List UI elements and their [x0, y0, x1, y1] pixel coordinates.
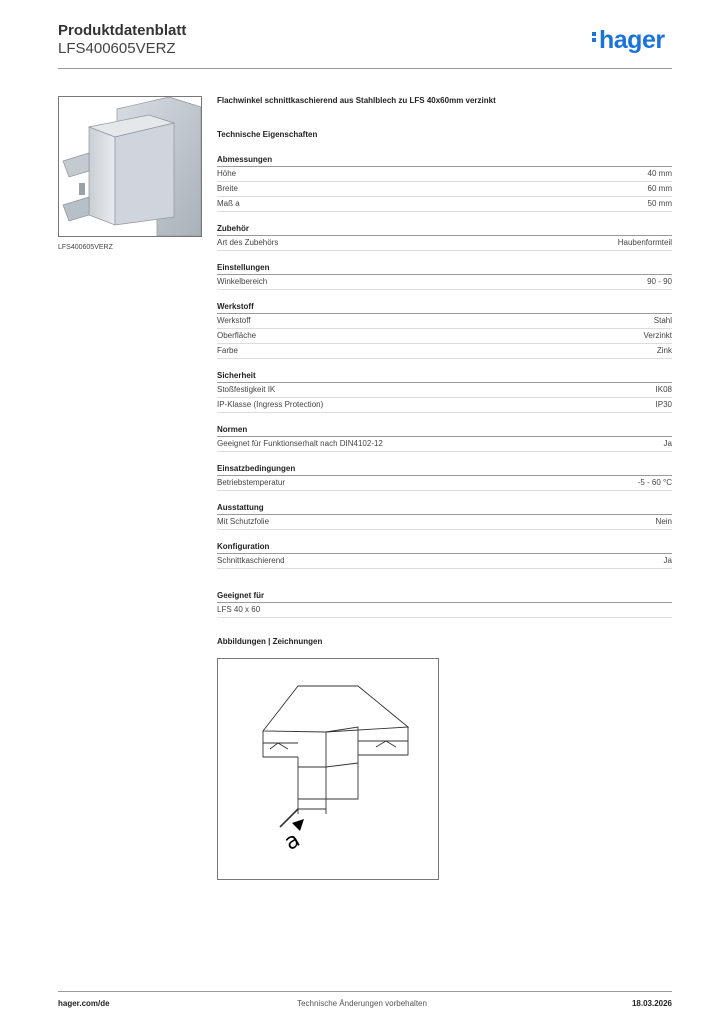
- logo-text: hager: [599, 26, 665, 54]
- product-code: LFS400605VERZ: [58, 40, 176, 57]
- suited-for-title: Geeignet für: [217, 590, 672, 603]
- property-label: Höhe: [217, 169, 237, 178]
- suited-for-section: [217, 590, 672, 618]
- property-label: Werkstoff: [217, 316, 251, 325]
- photo-caption: LFS400605VERZ: [58, 244, 113, 251]
- footer-note: Technische Änderungen vorbehalten: [297, 999, 427, 1008]
- property-row: [217, 329, 672, 344]
- property-group: [217, 463, 672, 491]
- property-group: [217, 541, 672, 569]
- property-group: [217, 223, 672, 251]
- property-label: Schnittkaschierend: [217, 556, 285, 565]
- suited-for-value: LFS 40 x 60: [217, 605, 261, 614]
- property-row: [217, 437, 672, 452]
- property-row: [217, 476, 672, 491]
- property-label: Mit Schutzfolie: [217, 517, 270, 526]
- property-value: Nein: [655, 517, 672, 526]
- property-label: Breite: [217, 184, 238, 193]
- group-title: Einsatzbedingungen: [217, 463, 672, 476]
- property-label: Maß a: [217, 199, 240, 208]
- property-label: Geeignet für Funktionserhalt nach DIN4102-12: [217, 439, 383, 448]
- property-label: Farbe: [217, 346, 238, 355]
- logo-dots-icon: [592, 30, 597, 44]
- property-row: [217, 344, 672, 359]
- page-title: Produktdatenblatt: [58, 22, 187, 39]
- product-photo-illustration: [59, 97, 201, 236]
- property-row: [217, 515, 672, 530]
- property-label: Art des Zubehörs: [217, 238, 279, 247]
- group-title: Abmessungen: [217, 154, 672, 167]
- property-group: [217, 370, 672, 413]
- property-group: [217, 301, 672, 359]
- property-value: IP30: [655, 400, 672, 409]
- property-value: 50 mm: [647, 199, 672, 208]
- property-row: [217, 554, 672, 569]
- property-label: IP-Klasse (Ingress Protection): [217, 400, 324, 409]
- group-title: Werkstoff: [217, 301, 672, 314]
- property-value: IK08: [655, 385, 672, 394]
- property-value: Haubenformteil: [617, 238, 672, 247]
- property-label: Oberfläche: [217, 331, 257, 340]
- group-title: Normen: [217, 424, 672, 437]
- product-details: [217, 96, 672, 646]
- footer-date: 18.03.2026: [631, 999, 672, 1008]
- product-photo: [58, 96, 202, 237]
- property-row: [217, 314, 672, 329]
- footer-divider: [58, 991, 672, 992]
- property-value: Stahl: [653, 316, 672, 325]
- property-value: 60 mm: [647, 184, 672, 193]
- footer-website[interactable]: hager.com/de: [58, 999, 110, 1008]
- property-row: [217, 398, 672, 413]
- property-value: Zink: [656, 346, 672, 355]
- property-row: [217, 197, 672, 212]
- property-group: [217, 502, 672, 530]
- property-group: [217, 154, 672, 212]
- property-value: Ja: [663, 439, 672, 448]
- property-group: [217, 424, 672, 452]
- property-group: [217, 262, 672, 290]
- group-title: Sicherheit: [217, 370, 672, 383]
- property-row: [217, 236, 672, 251]
- property-row: [217, 383, 672, 398]
- property-label: Stoßfestigkeit IK: [217, 385, 276, 394]
- figures-title: Abbildungen | Zeichnungen: [217, 637, 323, 646]
- technical-drawing: [217, 658, 439, 880]
- tech-properties-title: Technische Eigenschaften: [217, 130, 318, 139]
- property-row: [217, 275, 672, 290]
- property-value: Verzinkt: [643, 331, 672, 340]
- property-label: Betriebstemperatur: [217, 478, 286, 487]
- dimension-label: a: [280, 827, 305, 856]
- group-title: Zubehör: [217, 223, 672, 236]
- property-value: Ja: [663, 556, 672, 565]
- property-groups: [217, 154, 672, 569]
- group-title: Konfiguration: [217, 541, 672, 554]
- header-divider: [58, 68, 672, 69]
- group-title: Einstellungen: [217, 262, 672, 275]
- property-row: [217, 167, 672, 182]
- property-value: 40 mm: [647, 169, 672, 178]
- product-description: Flachwinkel schnittkaschierend aus Stahlblech zu LFS 40x60mm verzinkt: [217, 96, 496, 105]
- suited-for-row: [217, 603, 672, 618]
- angle-drawing: [218, 659, 438, 879]
- property-value: 90 - 90: [647, 277, 672, 286]
- hager-logo: [592, 26, 665, 55]
- property-value: -5 - 60 °C: [637, 478, 672, 487]
- group-title: Ausstattung: [217, 502, 672, 515]
- property-label: Winkelbereich: [217, 277, 268, 286]
- property-row: [217, 182, 672, 197]
